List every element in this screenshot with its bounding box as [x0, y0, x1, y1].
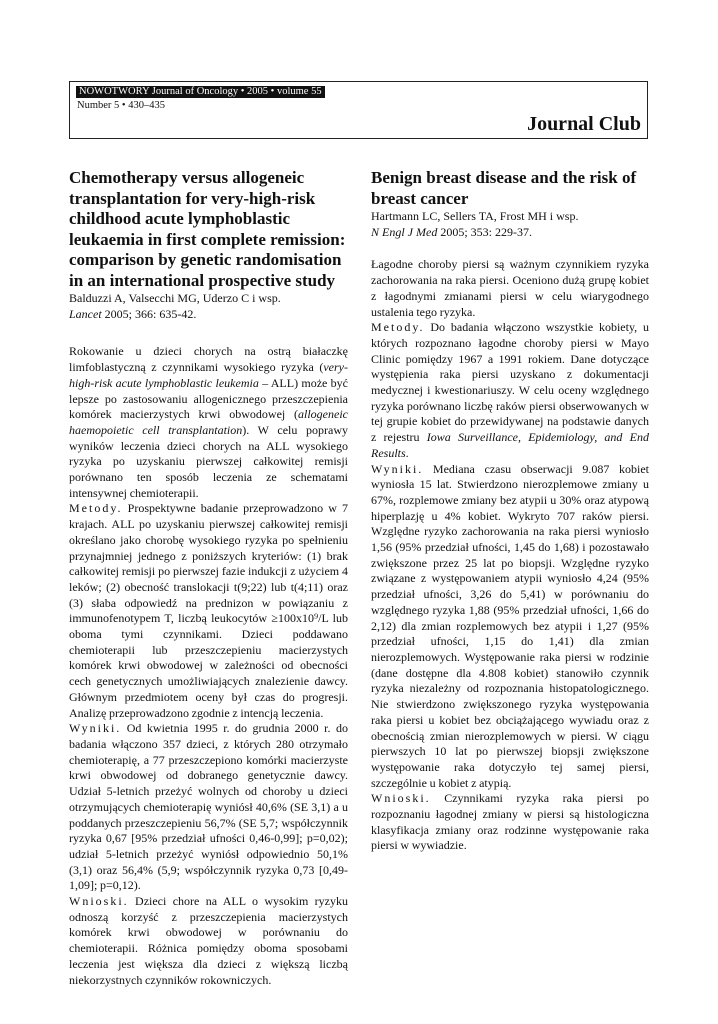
journal-header — [69, 81, 648, 139]
results-label: Wyniki. — [69, 721, 122, 736]
abstract-methods: Metody. Do badania włączono wszystkie kobiety, u których rozpoznano łagodne choroby piersi w Mayo Clinic pomiędzy 1967 a 1991 rokiem. Dane dotyczące występienia raka piersi uzyskano z dokumentacji medycznej i kwestionariuszy. W celu oceny względnego ryzyka porównano liczbę raków piersi obserwowanych w tej grupie kobiet do przewidywanej na podstawie danych z rejestru Iowa Surveillance, Epidemiology, and End Results. — [371, 320, 649, 460]
article-title: Chemotherapy versus allogeneic transplantation for very-high-risk childhood acute lymphoblastic leukaemia in first complete remission: comparison by genetic randomisation in an international prospective study — [69, 168, 346, 290]
abstract-results: Wyniki. Mediana czasu obserwacji 9.087 kobiet wyniosła 15 lat. Stwierdzono nierozplemowe zmiany u 67%, rozplemowe zmiany bez atypii u 30% oraz atypową hiperplazję u 4% kobiet. Wykryto 707 raków piersi. Względne ryzyko zachorowania na raka piersi wyniosło 1,56 (95% przedział ufności, 1,45 do 1,68) i pozostawało zwiększone przez 25 lat po biopsji. Względne ryzyko związane z występowaniem atypii wyniosło 4,24 (95% przedział ufności, 3,26 do 5,41) w porównaniu do względnego ryzyka 1,88 (95% przedział ufności, 1,66 do 2,12) dla zmian rozplemowych bez atypii i 1,27 (95% przedział ufności, 1,15 do 1,41) dla zmian nierozplemowych. Występowanie raka piersi w rodzinie (dane dostępne dla 4.808 kobiet) stanowiło czynnik ryzyka niezależny od rozpoznania histopatologicznego. Nie stwierdzono zwiększonego ryzyka występowania raka piersi u kobiet bez obciążającego wywiadu oraz z obecnością zmian nierozplemowych w piersi. W ciągu pierwszych 10 lat po pierwszej biopsji zwiększone występowanie raka dotyczyło tej samej piersi, szczególnie u kobiet z atypią. — [371, 461, 649, 790]
abstract-conclusions: Wnioski. Dzieci chore na ALL o wysokim ryzyku odnoszą korzyść z przeszczepienia macierzystych komórek krwi obwodowej w porównaniu do chemioterapii. Różnica pomiędzy oboma sposobami leczenia jest większa dla dzieci z większą liczbą niekorzystnych czynników rokowniczych. — [69, 894, 348, 987]
abstract-results: Wyniki. Od kwietnia 1995 r. do grudnia 2000 r. do badania włączono 357 dzieci, z których 280 otrzymało chemioterapię, a 77 przeszczepiono komórki macierzyste krwi obwodowej od dobranego genetycznie dawcy. Udział 5-letnich przeżyć wolnych od choroby u dzieci otrzymujących chemioterapię wyniósł 40,6% (SE 3,1) a u poddanych przeszczepieniu 56,7% (SE 5,7; współczynnik ryzyka 0,67 [95% przedział ufności 0,46-0,99]; p=0,02); udział 5-letnich przeżyć wyniósł odpowiednio 50,1% (3,1) oraz 56,4% (5,9; współczynnik ryzyka 0,73 [0,49-1,09]; p=0,12). — [69, 721, 348, 893]
article-abstract — [69, 344, 348, 988]
conclusions-label: Wnioski. — [69, 894, 129, 909]
results-label: Wyniki. — [371, 461, 424, 476]
abstract-intro: Łagodne choroby piersi są ważnym czynnikiem ryzyka zachorowania na raka piersi. Oceniono dużą grupę kobiet z łagodnymi zmianami piersi w celu wiarygodnego ustalenia tego ryzyka. — [371, 257, 649, 319]
issue-number: Number 5 • 430–435 — [77, 100, 165, 111]
article-authors: Hartmann LC, Sellers TA, Frost MH i wsp. — [371, 209, 579, 223]
article-authors: Balduzzi A, Valsecchi MG, Uderzo C i wsp. — [69, 291, 281, 305]
article-citation: Lancet 2005; 366: 635-42. — [69, 306, 197, 321]
article-title: Benign breast disease and the risk of breast cancer — [371, 168, 637, 208]
abstract-intro: Rokowanie u dzieci chorych na ostrą białaczkę limfoblastyczną z czynnikami wysokiego ryzyka (very-high-risk acute lymphoblastic leukemia – ALL) może być lepsze po zastosowaniu allogenicznego przeszczepienia komórek macierzystych krwi obwodowej (allogeneic haemopoietic cell transplantation). W celu poprawy wyników leczenia dzieci chorych na ALL wysokiego ryzyka po uzyskaniu pierwszej całkowitej remisji porównano ten sposób leczenia ze schematami intensywnej chemioterapii. — [69, 344, 348, 500]
journal-name: N Engl J Med — [371, 224, 438, 239]
article-right — [371, 168, 649, 854]
journal-tag: NOWOTWORY Journal of Oncology • 2005 • volume 55 — [76, 86, 325, 98]
methods-label: Metody. — [69, 501, 123, 516]
journal-name: Lancet — [69, 306, 102, 321]
abstract-methods: Metody. Prospektywne badanie przeprowadzono w 7 krajach. ALL po uzyskaniu pierwszej całkowitej remisji określano jako chorobę wysokiego ryzyka po spełnieniu przynajmniej jednego z poniższych kryteriów: (1) brak całkowitej remisji po pierwszej fazie indukcji z użyciem 4 leków; (2) obecność translokacji t(9;22) lub t(4;11) oraz (3) słaba odpowiedź na prednizon w powiązaniu z immunofenotypem T, liczbą leukocytów ≥100x10⁹/L lub oboma tymi czynnikami. Dzieci poddawano chemioterapii lub przeszczepieniu macierzystych komórek krwi obwodowej w zależności od obecności cech genetycznych umożliwiających znalezienie dawcy. Głównym przedmiotem oceny był czas do progresji. Analizę przeprowadzono zgodnie z intencją leczenia. — [69, 501, 348, 720]
section-title: Journal Club — [527, 113, 641, 135]
methods-label: Metody. — [371, 320, 425, 335]
conclusions-label: Wnioski. — [371, 791, 431, 806]
abstract-conclusions: Wnioski. Czynnikami ryzyka raka piersi po rozpoznaniu łagodnej zmiany w piersi są histologiczna klasyfikacja zmiany oraz rodzinne występowanie raka piersi w wywiadzie. — [371, 791, 649, 853]
article-abstract — [371, 257, 649, 854]
article-citation: N Engl J Med 2005; 353: 229-37. — [371, 224, 532, 239]
article-left — [69, 168, 348, 988]
